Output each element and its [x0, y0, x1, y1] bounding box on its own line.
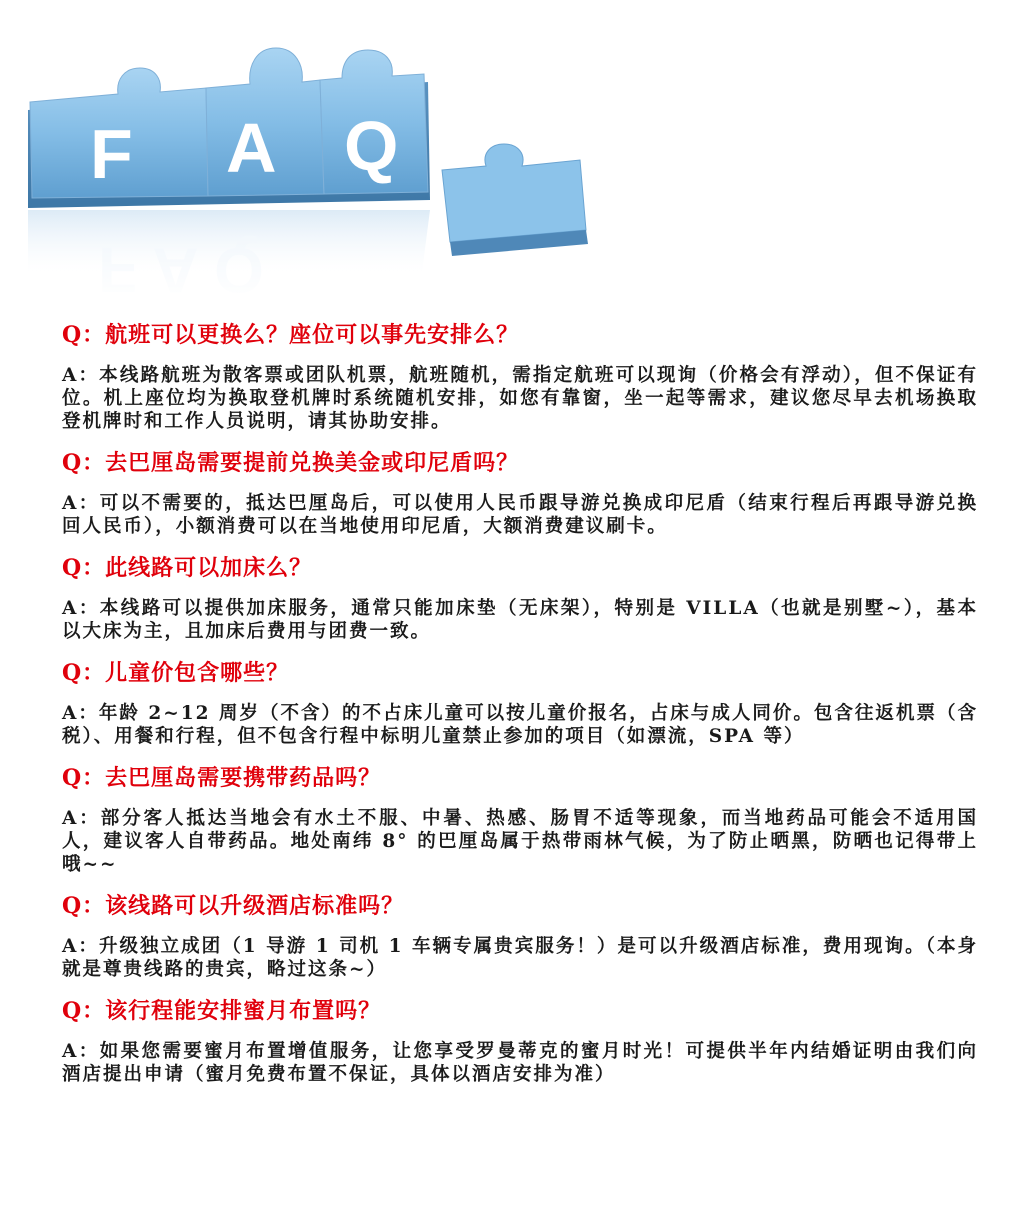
faq-item	[62, 320, 978, 433]
faq-question: Q：此线路可以加床么？	[62, 555, 313, 581]
faq-answer: A：本线路可以提供加床服务，通常只能加床垫（无床架），特别是 VILLA（也就是别墅~），基本以大床为主，且加床后费用与团费一致。	[62, 598, 978, 642]
faq-question: Q：该行程能安排蜜月布置吗？	[62, 998, 382, 1024]
faq-item	[62, 891, 978, 981]
faq-list	[62, 320, 978, 1101]
faq-question: Q：儿童价包含哪些？	[62, 660, 290, 686]
faq-question: Q：该线路可以升级酒店标准吗？	[62, 893, 405, 919]
faq-answer: A：部分客人抵达当地会有水土不服、中暑、热感、肠胃不适等现象，而当地药品可能会不适用国人，建议客人自带药品。地处南纬 8° 的巴厘岛属于热带雨林气候，为了防止晒黑，防晒也记得带上哦~~	[62, 808, 978, 875]
faq-answer: A：如果您需要蜜月布置增值服务，让您享受罗曼蒂克的蜜月时光！可提供半年内结婚证明由我们向酒店提出申请（蜜月免费布置不保证，具体以酒店安排为准）	[62, 1041, 978, 1085]
banner-letter-a: A	[226, 109, 277, 187]
faq-answer: A：可以不需要的，抵达巴厘岛后，可以使用人民币跟导游兑换成印尼盾（结束行程后再跟导游兑换回人民币），小额消费可以在当地使用印尼盾，大额消费建议刷卡。	[62, 493, 978, 537]
faq-puzzle-banner	[20, 10, 620, 300]
faq-answer: A：年龄 2~12 周岁（不含）的不占床儿童可以按儿童价报名，占床与成人同价。包含往返机票（含税）、用餐和行程，但不包含行程中标明儿童禁止参加的项目（如漂流，SPA 等）	[62, 703, 978, 747]
faq-question: Q：去巴厘岛需要提前兑换美金或印尼盾吗？	[62, 450, 520, 476]
faq-item	[62, 996, 978, 1086]
banner-letter-f: F	[90, 115, 133, 193]
faq-question: Q：航班可以更换么？座位可以事先安排么？	[62, 322, 520, 348]
faq-question: Q：去巴厘岛需要携带药品吗？	[62, 765, 382, 791]
faq-item	[62, 658, 978, 748]
faq-item	[62, 553, 978, 643]
faq-item	[62, 763, 978, 876]
faq-item	[62, 448, 978, 538]
faq-answer: A：本线路航班为散客票或团队机票，航班随机，需指定航班可以现询（价格会有浮动），但不保证有位。机上座位均为换取登机牌时系统随机安排，如您有靠窗，坐一起等需求，建议您尽早去机场换取登机牌时和工作人员说明，请其协助安排。	[62, 365, 978, 432]
faq-answer: A：升级独立成团（1 导游 1 司机 1 车辆专属贵宾服务！）是可以升级酒店标准，费用现询。（本身就是尊贵线路的贵宾，略过这条~）	[62, 936, 978, 980]
banner-letter-q: Q	[344, 107, 399, 185]
